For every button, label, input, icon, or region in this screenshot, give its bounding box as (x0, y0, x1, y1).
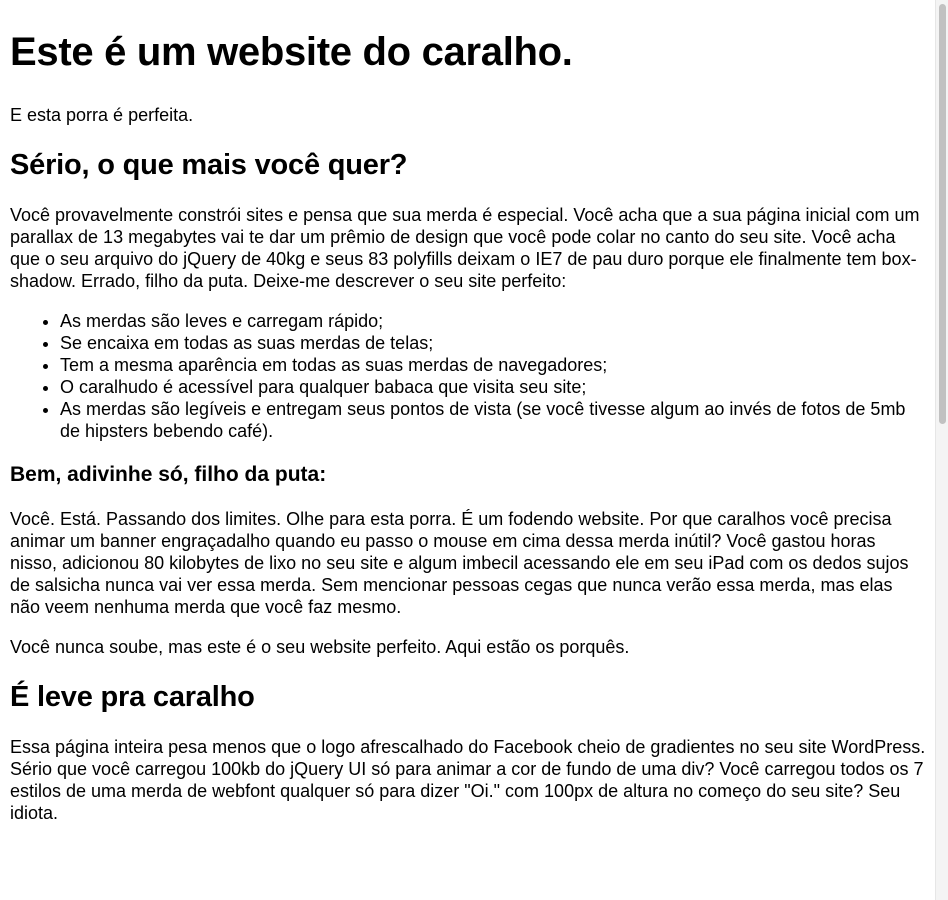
intro-text: E esta porra é perfeita. (10, 105, 194, 125)
page-content (10, 0, 927, 842)
perfect-site-list (10, 310, 927, 442)
section2-paragraph-2: Você nunca soube, mas este é o seu website perfeito. Aqui estão os porquês. (10, 637, 630, 657)
section1-heading: Sério, o que mais você quer? (10, 149, 408, 181)
page-title: Este é um website do caralho. (10, 30, 573, 74)
list-item: • O caralhudo é acessível para qualquer babaca que visita seu site; (60, 376, 927, 398)
section2-heading: Bem, adivinhe só, filho da puta: (10, 463, 327, 486)
list-item: • Tem a mesma aparência em todas as suas merdas de navegadores; (60, 354, 927, 376)
section1-paragraph: Você provavelmente constrói sites e pensa que sua merda é especial. Você acha que a sua página inicial com um parallax de 13 megabytes vai te dar um prêmio de design que você pode colar no canto do seu site. Você acha que o seu arquivo do jQuery de 40kg e seus 83 polyfills deixam o IE7 de pau duro porque ele finalmente tem box-shadow. Errado, filho da puta. Deixe-me descrever o seu site perfeito: (10, 205, 920, 291)
list-item: • As merdas são leves e carregam rápido; (60, 310, 927, 332)
section3-heading: É leve pra caralho (10, 681, 255, 713)
scrollbar-thumb[interactable] (939, 4, 946, 424)
list-item: • As merdas são legíveis e entregam seus pontos de vista (se você tivesse algum ao invés de fotos de 5mb de hipsters bebendo café). (60, 398, 927, 442)
section2-paragraph-1: Você. Está. Passando dos limites. Olhe para esta porra. É um fodendo website. Por que caralhos você precisa animar um banner engraçadalho quando eu passo o mouse em cima dessa merda inútil? Você gastou horas nisso, adicionou 80 kilobytes de lixo no seu site e algum imbecil acessando ele em seu iPad com os dedos sujos de salsicha nunca vai ver essa merda. Sem mencionar pessoas cegas que nunca verão essa merda, mas elas não veem nenhuma merda que você faz mesmo. (10, 509, 909, 617)
vertical-scrollbar[interactable] (935, 0, 948, 900)
section3-paragraph: Essa página inteira pesa menos que o logo afrescalhado do Facebook cheio de gradientes no seu site WordPress. Sério que você carregou 100kb do jQuery UI só para animar a cor de fundo de uma div? Você carregou todos os 7 estilos de uma merda de webfont qualquer só para dizer "Oi." com 100px de altura no começo do seu site? Seu idiota. (10, 737, 926, 823)
list-item: • Se encaixa em todas as suas merdas de telas; (60, 332, 927, 354)
